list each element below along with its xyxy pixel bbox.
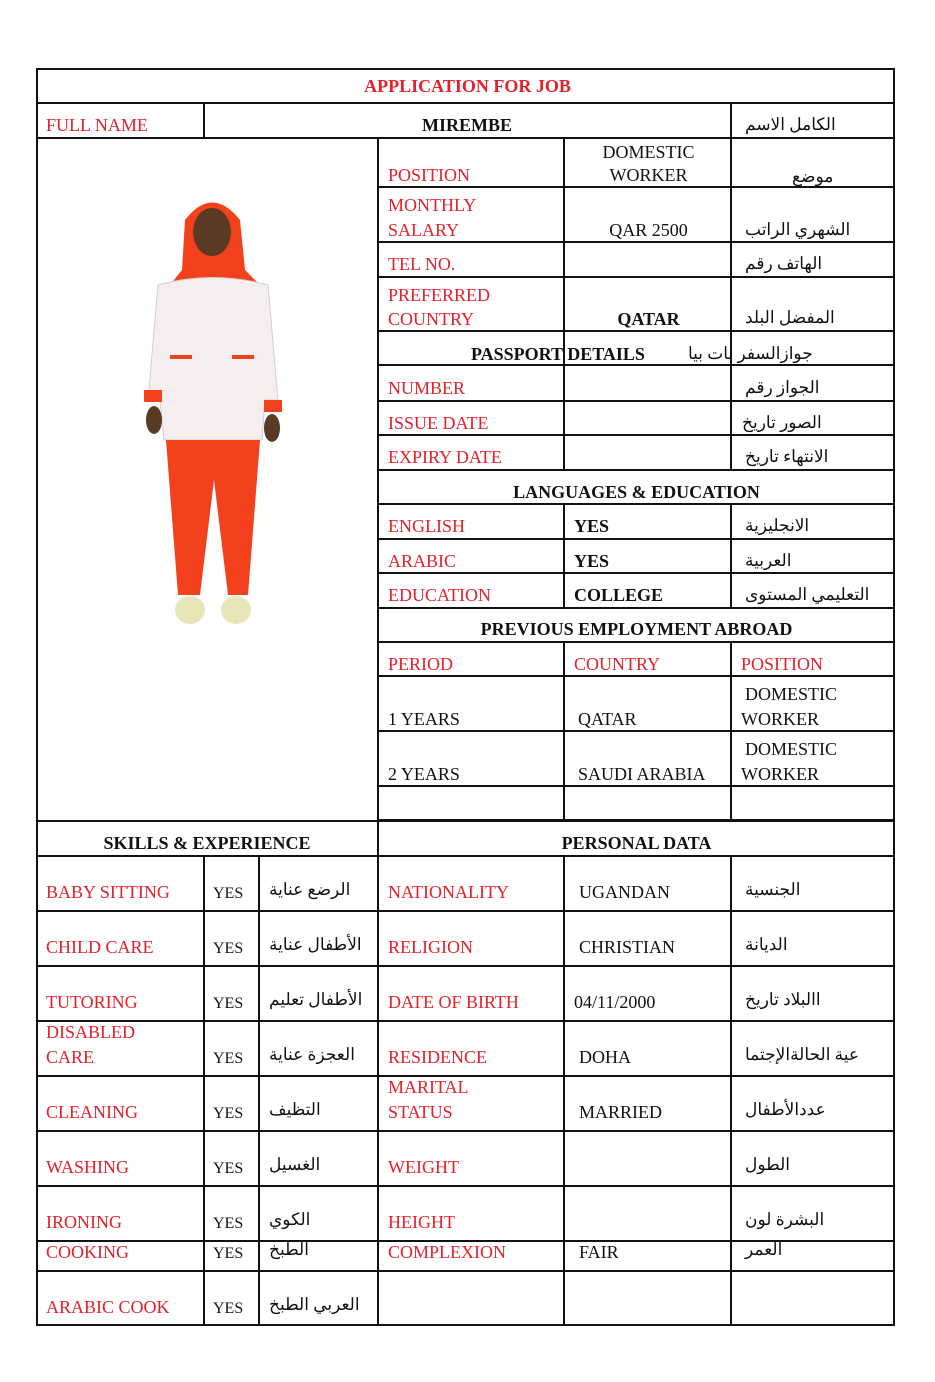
skill-arabic: الأطفال تعليم [269,990,363,1009]
personal-arabic: الديانة [745,935,788,954]
grid-line [563,364,565,469]
skill-value: YES [213,885,244,902]
employment-period-2: 2 YEARS [388,764,460,784]
skill-arabic: الرضع عناية [269,880,351,899]
grid-line [563,641,565,819]
position-arabic: موضع [792,167,834,186]
personal-label: HEIGHT [388,1212,455,1232]
form-title: APPLICATION FOR JOB [364,76,571,96]
arabic-value: YES [574,551,610,571]
country-label-2: COUNTRY [388,309,475,329]
passport-heading: PASSPORT DETAILS [471,344,645,364]
personal-value: DOHA [579,1047,631,1067]
applicant-photo [140,190,285,635]
grid-line [36,137,893,139]
personal-label: RELIGION [388,937,473,957]
employment-position-1a: DOMESTIC [745,684,838,704]
skills-heading: SKILLS & EXPERIENCE [103,833,311,853]
position-label: POSITION [388,165,471,185]
employment-position-2b: WORKER [741,764,819,784]
arabic-label: ARABIC [388,551,457,571]
full-name-value: MIREMBE [422,115,512,135]
issue-date-label: ISSUE DATE [388,413,489,433]
grid-line [563,855,565,1325]
passport-number-arabic: الجواز رقم [745,378,820,397]
skill-arabic: الكوي [269,1210,311,1229]
position-header: POSITION [741,654,824,674]
skill-value: YES [213,1105,244,1122]
salary-value: QAR 2500 [609,220,688,240]
grid-line [36,102,893,104]
grid-line [36,820,893,822]
skill-label: BABY SITTING [46,882,170,902]
english-arabic: الانجليزية [745,516,810,535]
grid-line [377,276,893,278]
personal-value: 04/11/2000 [574,992,656,1012]
grid-line [36,1130,893,1132]
personal-label: MARITAL [388,1077,469,1097]
grid-line [36,1185,893,1187]
personal-arabic: العمر [745,1240,783,1259]
tel-arabic: الهاتف رقم [745,254,823,273]
grid-line [36,1270,893,1272]
personal-arabic: عددالأطفال [745,1100,826,1119]
skill-arabic: الأطفال عناية [269,935,362,954]
grid-line [563,137,565,364]
employment-position-1b: WORKER [741,709,819,729]
country-arabic: المفضل البلد [745,308,835,327]
personal-value: CHRISTIAN [579,937,676,957]
grid-line [36,855,893,857]
salary-arabic: الشهري الراتب [745,220,851,239]
grid-line [36,910,893,912]
salary-label-2: SALARY [388,220,460,240]
grid-line [563,503,565,607]
personal-arabic: عية الحالةالإجتما [745,1045,860,1064]
grid-line [377,607,893,609]
grid-line [377,641,893,643]
employment-period-1: 1 YEARS [388,709,460,729]
skill-value: YES [213,1050,244,1067]
skill-value: YES [213,940,244,957]
english-value: YES [574,516,610,536]
salary-label-1: MONTHLY [388,195,477,215]
personal-value: UGANDAN [579,882,670,902]
employment-country-1: QATAR [578,709,637,729]
skill-arabic: الغسيل [269,1155,321,1174]
personal-arabic: البشرة لون [745,1210,825,1229]
english-label: ENGLISH [388,516,465,536]
skill-arabic: العربي الطبخ [269,1295,360,1314]
employment-position-2a: DOMESTIC [745,739,838,759]
education-label: EDUCATION [388,585,491,605]
personal-arabic: االبلاد تاريخ [745,990,821,1009]
skill-value: YES [213,1160,244,1177]
skill-arabic: العجزة عناية [269,1045,355,1064]
skill-value: YES [213,1300,244,1317]
personal-heading: PERSONAL DATA [561,833,712,853]
grid-line [730,855,732,1325]
skill-label: CHILD CARE [46,937,154,957]
full-name-label: FULL NAME [46,115,148,135]
skill-label: CARE [46,1047,95,1067]
grid-line [203,855,205,1325]
personal-value: FAIR [579,1242,619,1262]
personal-arabic: الجنسية [745,880,801,899]
skill-label: DISABLED [46,1022,135,1042]
personal-label: DATE OF BIRTH [388,992,519,1012]
personal-label: RESIDENCE [388,1047,487,1067]
skill-value: YES [213,995,244,1012]
arabic-arabic: العربية [745,551,792,570]
expiry-date-arabic: الانتهاء تاريخ [745,447,829,466]
personal-arabic: الطول [745,1155,790,1174]
period-header: PERIOD [388,654,454,674]
country-label-1: PREFERRED [388,285,491,305]
personal-label: WEIGHT [388,1157,459,1177]
skill-label: TUTORING [46,992,138,1012]
skill-label: WASHING [46,1157,129,1177]
expiry-date-label: EXPIRY DATE [388,447,502,467]
full-name-arabic: الكامل الاسم [745,115,836,134]
skill-label: COOKING [46,1242,129,1262]
grid-line [730,364,732,469]
employment-heading: PREVIOUS EMPLOYMENT ABROAD [480,619,793,639]
passport-heading-arabic: جوازالسفر نات بيا [688,344,813,363]
grid-line [730,503,732,607]
personal-label: COMPLEXION [388,1242,507,1262]
skill-arabic: التظيف [269,1100,321,1119]
employment-country-2: SAUDI ARABIA [578,764,706,784]
education-value: COLLEGE [574,585,664,605]
grid-line [258,855,260,1325]
education-arabic: التعليمي المستوى [745,585,870,604]
skill-arabic: الطبخ [269,1240,309,1259]
issue-date-arabic: الصور تاريخ [742,413,822,432]
grid-line [377,469,893,471]
skill-value: YES [213,1215,244,1232]
skill-label: CLEANING [46,1102,138,1122]
grid-line [730,641,732,819]
grid-line [377,538,893,540]
tel-label: TEL NO. [388,254,456,274]
grid-line [36,1020,893,1022]
personal-label: NATIONALITY [388,882,509,902]
country-value: QATAR [617,309,680,329]
skill-label: ARABIC COOK [46,1297,170,1317]
position-value-2: WORKER [609,165,688,185]
personal-label: STATUS [388,1102,453,1122]
personal-value: MARRIED [579,1102,663,1122]
skill-value: YES [213,1245,244,1262]
grid-line [377,137,379,1325]
country-header: COUNTRY [574,654,661,674]
position-value-1: DOMESTIC [602,142,695,162]
passport-number-label: NUMBER [388,378,466,398]
grid-line [377,400,893,402]
languages-heading: LANGUAGES & EDUCATION [513,482,760,502]
grid-line [730,102,732,137]
skill-label: IRONING [46,1212,122,1232]
grid-line [36,965,893,967]
